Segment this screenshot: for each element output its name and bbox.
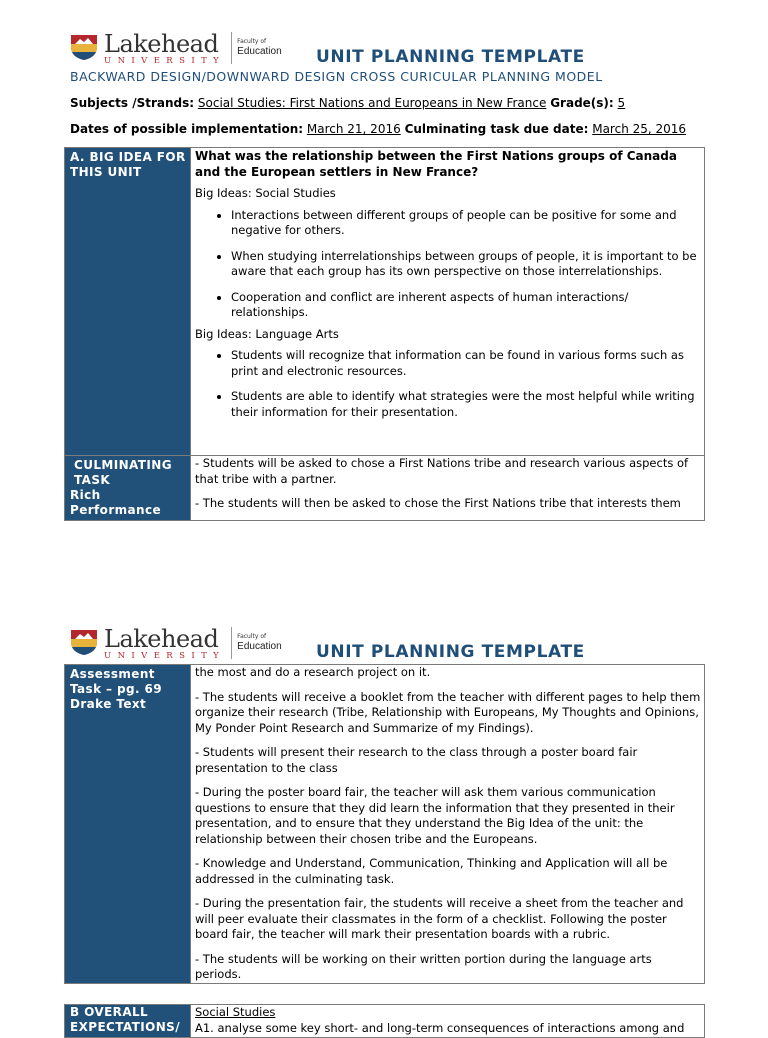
language-arts-list bbox=[195, 348, 701, 420]
list-item: • Cooperation and conflict are inherent aspects of human interactions/ relationships. bbox=[231, 290, 701, 321]
logo-name: Lakehead bbox=[104, 30, 219, 58]
logo-university: UNIVERSITY bbox=[104, 651, 226, 661]
overall-expectations-label: B OVERALL EXPECTATIONS/ bbox=[65, 1005, 191, 1038]
due-date-value: March 25, 2016 bbox=[592, 122, 687, 136]
big-idea-question: What was the relationship between the First Nations groups of Canada and the European settlers in New France? bbox=[195, 149, 677, 179]
logo-divider bbox=[231, 627, 232, 659]
culminating-paragraph: - The students will then be asked to chose the First Nations tribe that interests them bbox=[195, 496, 681, 510]
logo-university: UNIVERSITY bbox=[104, 56, 226, 66]
logo-faculty-of: Faculty of bbox=[237, 633, 267, 640]
list-item: • Students will recognize that information can be found in various forms such as print and electronic resources. bbox=[231, 348, 701, 379]
dates-line bbox=[70, 122, 686, 136]
culminating-task-row-continued bbox=[65, 665, 705, 984]
culminating-task-content-continued bbox=[191, 665, 705, 984]
culminating-paragraph: - During the presentation fair, the students will receive a sheet from the teacher and will peer evaluate their classmates in the form of a checklist. Following the poster board fair, the teacher will mark their presentation boards with a rubric. bbox=[195, 896, 684, 941]
subjects-value: Social Studies: First Nations and Europeans in New France bbox=[197, 96, 547, 110]
culminating-task-label bbox=[65, 456, 191, 521]
big-idea-content bbox=[191, 148, 705, 456]
subjects-label: Subjects /Strands: bbox=[70, 96, 195, 110]
culminating-paragraph: - Students will present their research to the class through a poster board fair presentation to the class bbox=[195, 745, 638, 775]
culminating-paragraph: - The students will receive a booklet from the teacher with different pages to help them organize their research (Tribe, Relationship with Europeans, My Thoughts and Opinions, My Ponder Point Research and Summarize of my Findings). bbox=[195, 689, 701, 735]
grades-label: Grade(s): bbox=[550, 96, 614, 110]
lakehead-logo bbox=[69, 32, 282, 66]
subjects-line bbox=[70, 96, 625, 110]
lakehead-logo bbox=[69, 627, 282, 661]
culminating-task-content bbox=[191, 456, 705, 521]
page-subtitle: BACKWARD DESIGN/DOWNWARD DESIGN CROSS CURICULAR PLANNING MODEL bbox=[70, 69, 603, 84]
lakehead-crest-icon bbox=[69, 33, 99, 61]
overall-expectations-row bbox=[65, 1005, 705, 1038]
list-item: • Interactions between different groups of people can be positive for some and negative for others. bbox=[231, 208, 701, 239]
page-title: UNIT PLANNING TEMPLATE bbox=[316, 642, 585, 662]
culminating-paragraph: - During the poster board fair, the teacher will ask them various communication questions to ensure that they did learn the information that they presented in their presentation, and to ensure that they understand the Big Idea of the unit: the relationship between their chosen tribe and the Europeans. bbox=[195, 785, 675, 846]
page-title: UNIT PLANNING TEMPLATE bbox=[316, 47, 585, 67]
logo-faculty-name: Education bbox=[237, 46, 282, 57]
culminating-task-row bbox=[65, 456, 705, 521]
page-2 bbox=[0, 580, 768, 1035]
logo-faculty-name: Education bbox=[237, 641, 282, 652]
culminating-paragraph: - Knowledge and Understand, Communication, Thinking and Application will all be addressed in the culminating task. bbox=[195, 856, 668, 886]
overall-first-line: A1. analyse some key short- and long-term consequences of interactions among and bbox=[195, 1020, 685, 1035]
logo-divider bbox=[231, 32, 232, 64]
big-idea-label: A. BIG IDEA FOR THIS UNIT bbox=[65, 148, 191, 456]
lakehead-crest-icon bbox=[69, 628, 99, 656]
logo-name: Lakehead bbox=[104, 625, 219, 653]
culminating-task-label-continued: Assessment Task – pg. 69 Drake Text bbox=[65, 665, 191, 984]
social-studies-heading: Big Ideas: Social Studies bbox=[195, 186, 336, 200]
overall-subject: Social Studies bbox=[195, 1005, 276, 1019]
list-item: • When studying interrelationships between groups of people, it is important to be aware that each group has its own perspective on those interrelationships. bbox=[231, 249, 701, 280]
unit-plan-table-continued bbox=[64, 664, 705, 984]
social-studies-list bbox=[195, 208, 701, 321]
dates-label: Dates of possible implementation: bbox=[70, 122, 304, 136]
culminating-paragraph: - Students will be asked to chose a First Nations tribe and research various aspects of that tribe with a partner. bbox=[195, 456, 689, 486]
dates-value: March 21, 2016 bbox=[306, 122, 401, 136]
grades-value: 5 bbox=[617, 96, 626, 110]
overall-expectations-table bbox=[64, 1004, 705, 1038]
culminating-label-part2: Rich Performance bbox=[70, 488, 162, 517]
logo-faculty-of: Faculty of bbox=[237, 38, 267, 45]
due-date-label: Culminating task due date: bbox=[404, 122, 589, 136]
language-arts-heading: Big Ideas: Language Arts bbox=[195, 326, 339, 341]
list-item: • Students are able to identify what strategies were the most helpful while writing their information for their presentation. bbox=[231, 389, 701, 420]
big-idea-row bbox=[65, 148, 705, 456]
unit-plan-table bbox=[64, 147, 705, 521]
culminating-paragraph: - The students will be working on their written portion during the language arts periods. bbox=[195, 951, 652, 981]
overall-expectations-content bbox=[191, 1005, 705, 1038]
culminating-paragraph: the most and do a research project on it. bbox=[195, 665, 431, 679]
culminating-label-part1: CULMINATING TASK bbox=[74, 458, 172, 487]
